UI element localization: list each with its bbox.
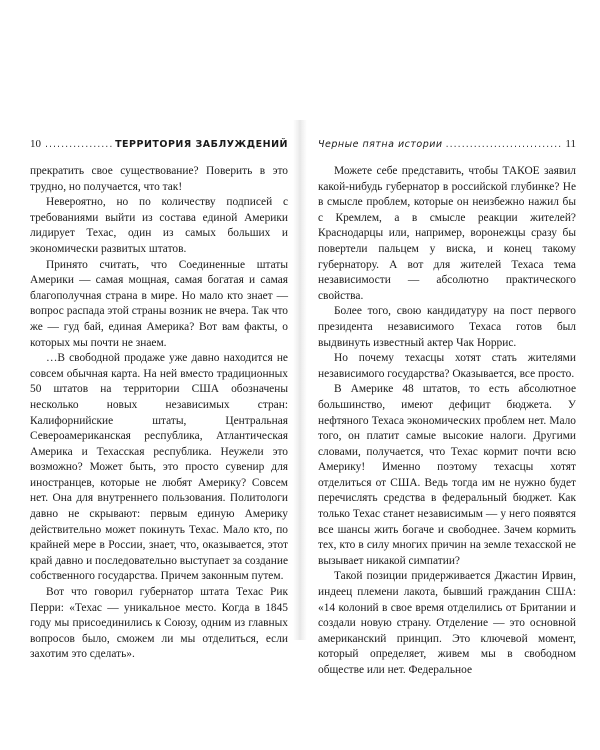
right-paragraph-3: Но почему техасцы хотят стать жителями независимого государства? Оказывается, все просто. xyxy=(318,352,576,380)
left-page-number: 10 xyxy=(30,138,41,150)
left-paragraph-3: Принято считать, что Соединенные штаты Америки — самая мощная, самая богатая и самая благополучная страна в мире. Но мало кто знает — вопрос распада этой страны возник не вчера. Так что же — гуд бай, единая Америка? Вот вам факты, о которых мы почти не знаем. xyxy=(30,258,288,349)
right-running-head xyxy=(318,138,576,152)
right-leader-dots xyxy=(446,139,562,150)
right-running-title: Черные пятна истории xyxy=(318,139,443,150)
right-page-text xyxy=(318,164,576,679)
right-paragraph-5: Такой позиции придерживается Джастин Ирвин, индеец племени лакота, бывший гражданин США: «14 колоний в свое время отделились от Британии и создали новую страну. Отделение — это основной американский принцип. Это ключевой момент, который определяет, живем мы в свободном обществе или нет. Федеральное xyxy=(318,570,576,676)
right-page xyxy=(318,138,576,679)
left-paragraph-2: Невероятно, но по количеству подписей с требованиями выйти из состава единой Америки лидирует Техас, один из самых больших и экономически развитых штатов. xyxy=(30,196,288,255)
right-paragraph-1: Можете себе представить, чтобы ТАКОЕ заявил какой-нибудь губернатор в российской глубинке? Не в смысле проблем, которые он неизбежно нажил бы с Кремлем, а в смысле реакции жителей? Краснодарцы или, например, воронежцы сразу бы повертели пальцем у виска, и конец такому губернатору. А вот для жителей Техаса тема независимости — абсолютно практического свойства. xyxy=(318,165,576,302)
left-running-head xyxy=(30,138,288,152)
left-running-title: ТЕРРИТОРИЯ ЗАБЛУЖДЕНИЙ xyxy=(115,139,288,150)
left-paragraph-4: …В свободной продаже уже давно находится не совсем обычная карта. На ней вместо традиционных 50 штатов на территории США обозначены несколько новых независимых стран: Калифорнийские штаты, Центральная Североамериканская республика, Атлантическая Америка и Техасская республика. Неужели это возможно? Может быть, это просто сувенир для иностранцев, которые не любят Америку? Совсем нет. Она для внутреннего пользования. Политологи давно не скрывают: первым единую Америку действительно может покинуть Техас. Мало кто, по крайней мере в России, знает, что, оказывается, этот край давно и последовательно выступает за создание собственного государства. Причем законным путем. xyxy=(30,352,288,583)
right-paragraph-2: Более того, свою кандидатуру на пост первого президента независимого Техаса готов был выдвинуть известный актер Чак Норрис. xyxy=(318,305,576,349)
book-gutter xyxy=(293,120,307,640)
left-leader-dots xyxy=(45,139,112,150)
right-paragraph-4: В Америке 48 штатов, то есть абсолютное большинство, имеют дефицит бюджета. У нефтяного Техаса экономических проблем нет. Мало того, он платит самые высокие налоги. Другими словами, получается, что Техас кормит почти всю Америку! Именно поэтому техасцы хотят отделиться от США. Ведь тогда им не нужно будет перечислять средства в федеральный бюджет. Как только Техас станет независимым — у него появятся все шансы жить богаче и свободнее. Зачем кормить тех, кто в силу многих причин на земле техасской не вызывает никакой симпатии? xyxy=(318,383,576,567)
left-page xyxy=(30,138,288,663)
left-page-text xyxy=(30,164,288,663)
left-paragraph-1: прекратить свое существование? Поверить в это трудно, но получается, что так! xyxy=(30,165,288,193)
right-page-number: 11 xyxy=(565,138,576,150)
left-paragraph-5: Вот что говорил губернатор штата Техас Рик Перри: «Техас — уникальное место. Когда в 1845 году мы присоединились к Союзу, одним из главных вопросов было, сможем ли мы отделиться, если захотим это сделать». xyxy=(30,586,288,661)
